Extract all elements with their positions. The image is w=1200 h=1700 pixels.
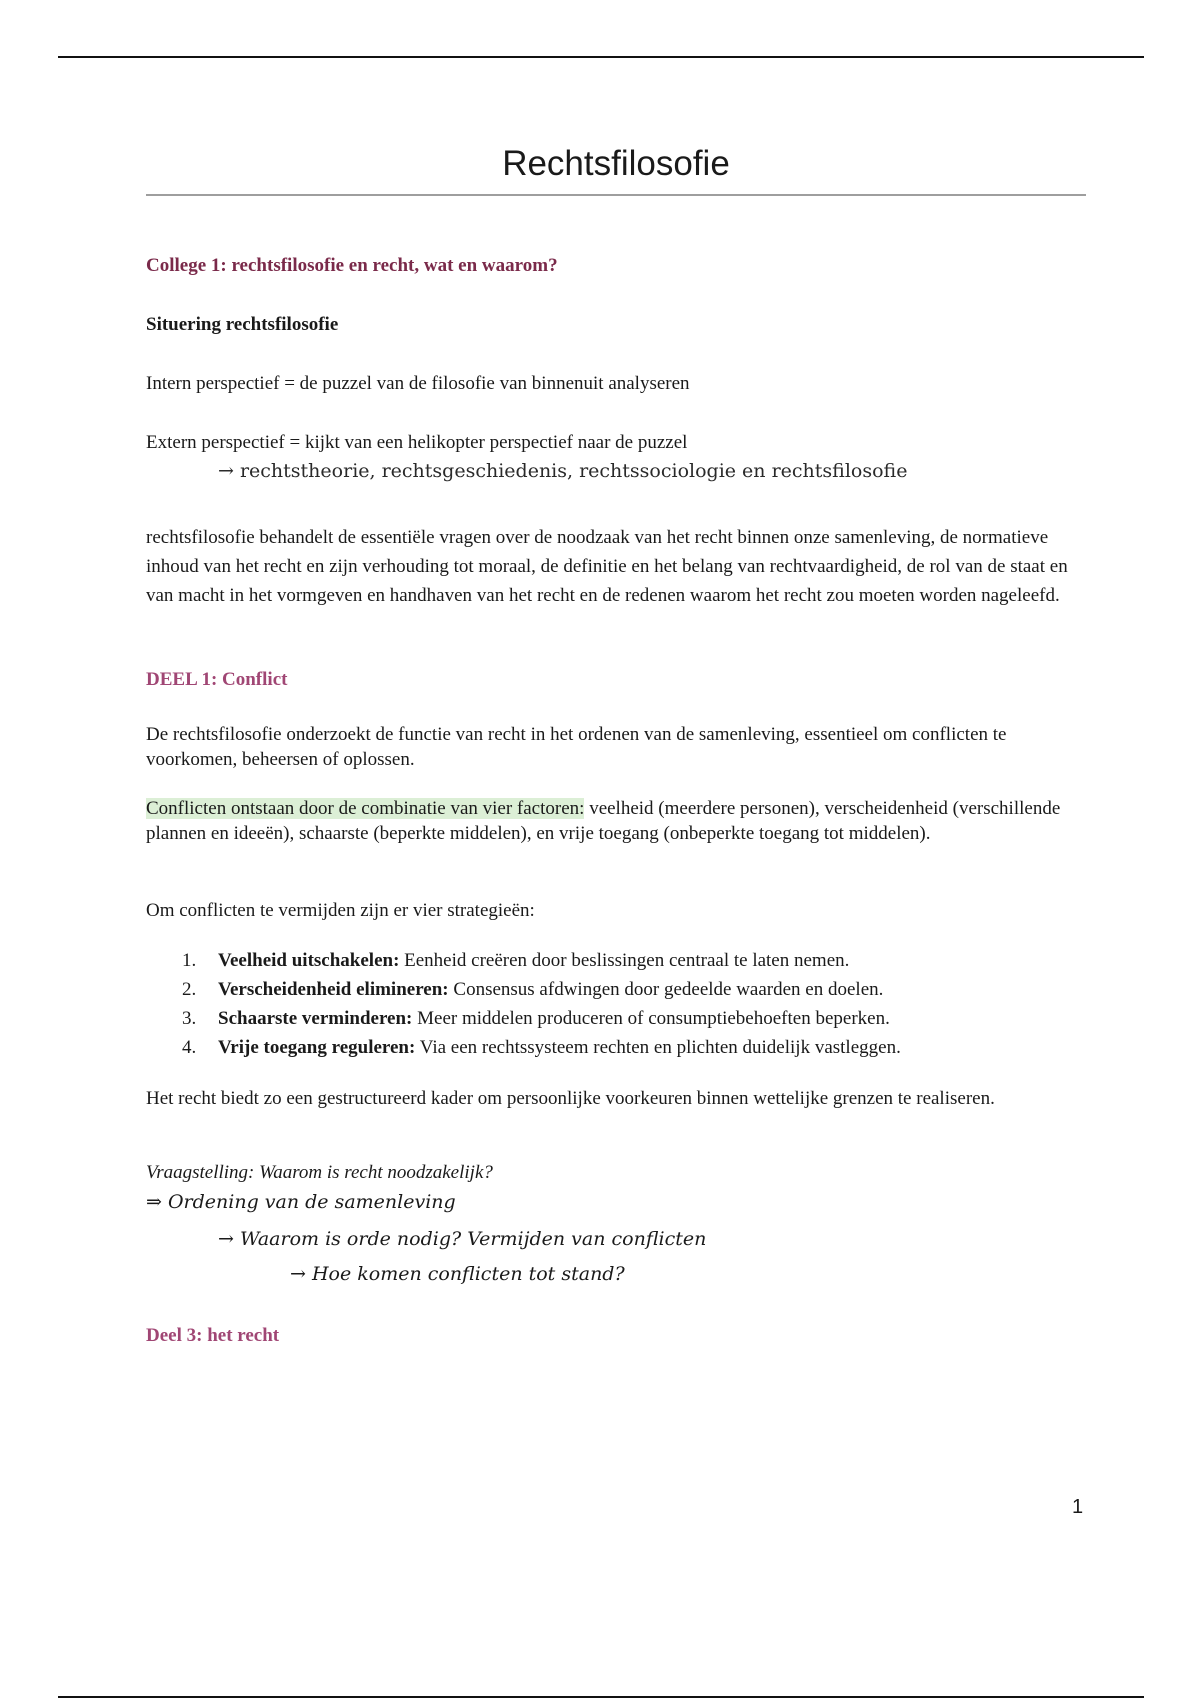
extern-arrow-text: → rechtstheorie, rechtsgeschiedenis, rechtssociologie en rechtsfilosofie [218,460,908,482]
answer-sub-line-1: → Waarom is orde nodig? Vermijden van conflicten [218,1228,707,1250]
highlighted-text: Conflicten ontstaan door de combinatie van vier factoren: [146,798,585,819]
deel1-paragraph: De rechtsfilosofie onderzoekt de functie van recht in het ordenen van de samenleving, essentieel om conflicten te voorkomen, beheersen of oplossen. [146,724,1007,770]
page-bottom-rule [58,1696,1144,1698]
answer-line: ⇒ Ordening van de samenleving [146,1191,456,1213]
intern-perspective-text: Intern perspectief = de puzzel van de filosofie van binnenuit analyseren [146,373,690,394]
list-number: 3. [182,1008,197,1029]
conflict-factors-paragraph [146,796,1086,846]
list-item [146,975,1086,1004]
strategy-description: Via een rechtssysteem rechten en plichten duidelijk vastleggen. [415,1037,901,1058]
strategy-description: Eenheid creëren door beslissingen centraal te laten nemen. [399,950,850,971]
list-number: 4. [182,1037,197,1058]
list-item [146,1004,1086,1033]
list-item [146,946,1086,975]
strategy-description: Meer middelen produceren of consumptiebehoeften beperken. [412,1008,890,1029]
section-subheading: Situering rechtsfilosofie [146,314,339,335]
document-title: Rechtsfilosofie [502,144,730,183]
extern-perspective-text: Extern perspectief = kijkt van een helikopter perspectief naar de puzzel [146,432,688,453]
deel3-heading: Deel 3: het recht [146,1325,280,1346]
strategy-term: Schaarste verminderen: [218,1008,413,1029]
strategies-intro: Om conflicten te vermijden zijn er vier strategieën: [146,900,535,921]
strategy-term: Verscheidenheid elimineren: [218,979,449,1000]
extern-perspective-block [146,430,1086,484]
page-number: 1 [1072,1496,1084,1518]
strategy-term: Vrije toegang reguleren: [218,1037,416,1058]
strategy-description: Consensus afdwingen door gedeelde waarden en doelen. [448,979,884,1000]
answer-sub-line-2: → Hoe komen conflicten tot stand? [290,1263,625,1285]
college-heading: College 1: rechtsfilosofie en recht, wat en waarom? [146,255,558,276]
list-number: 1. [182,950,197,971]
list-number: 2. [182,979,197,1000]
deel1-heading: DEEL 1: Conflict [146,669,288,690]
question-line: Vraagstelling: Waarom is recht noodzakelijk? [146,1162,493,1183]
strategy-term: Veelheid uitschakelen: [218,950,400,971]
framework-paragraph: Het recht biedt zo een gestructureerd kader om persoonlijke voorkeuren binnen wettelijke grenzen te realiseren. [146,1088,995,1109]
strategies-list [146,946,1086,1062]
title-underline [146,194,1086,196]
page-top-rule [58,56,1144,58]
list-item [146,1033,1086,1062]
intro-paragraph: rechtsfilosofie behandelt de essentiële vragen over de noodzaak van het recht binnen onze samenleving, de normatieve inhoud van het recht en zijn verhouding tot moraal, de definitie en het belang van rechtvaardigheid, de rol van de staat en van macht in het vormgeven en handhaven van het recht en de redenen waarom het recht zou moeten worden nageleefd. [146,527,1068,606]
conflict-factors-text: veelheid (meerdere personen), verscheidenheid (verschillende plannen en ideeën), schaarste (beperkte middelen), en vrije toegang (onbeperkte toegang tot middelen). [146,798,1061,844]
